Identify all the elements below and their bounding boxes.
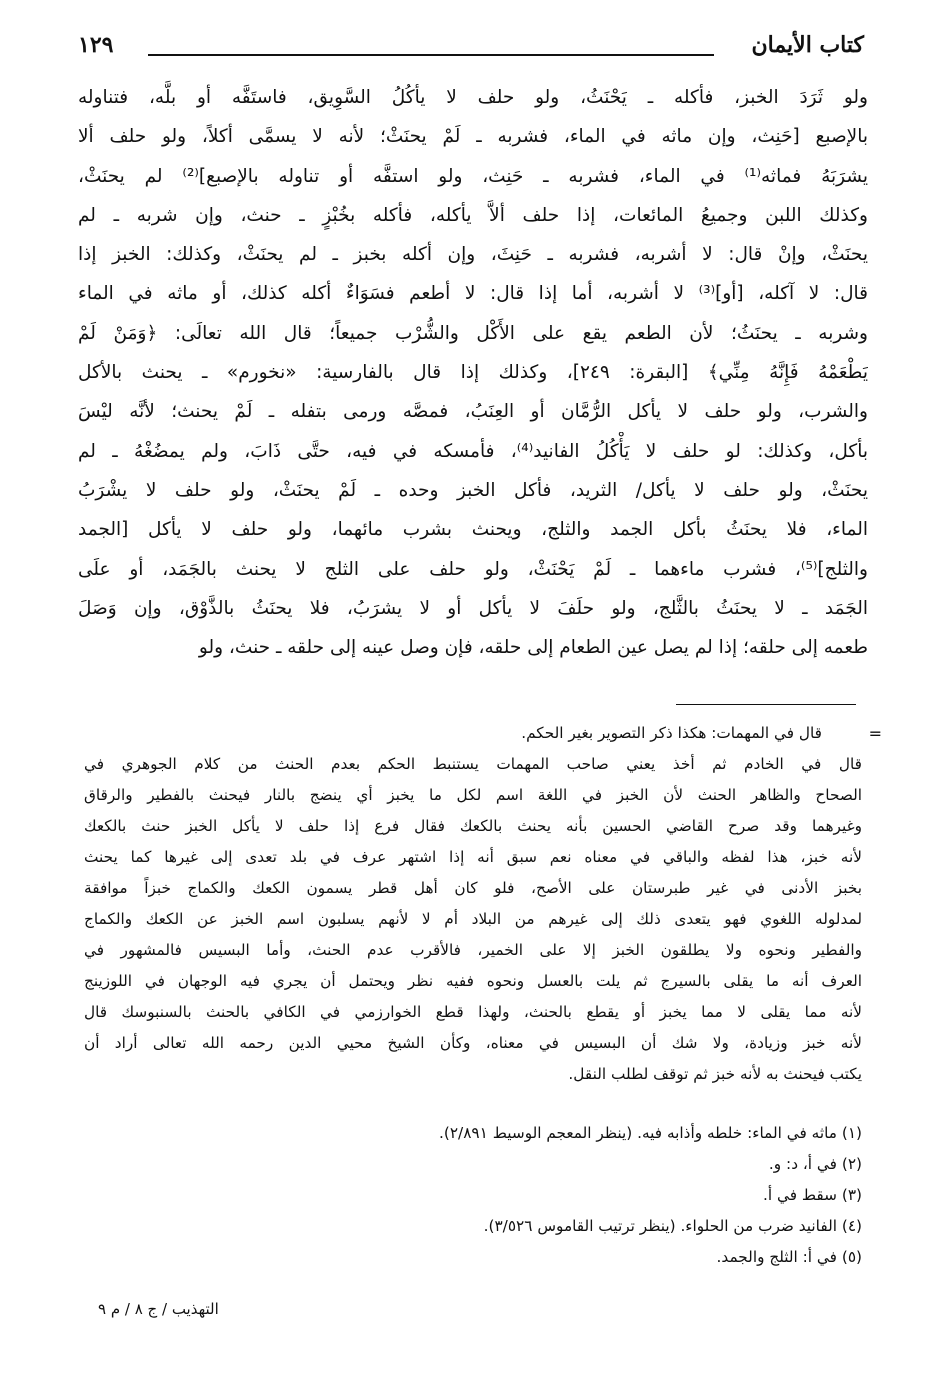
note-3: (٣) سقط في أ. [763,1186,862,1204]
page-header [78,30,864,66]
footnote-line: لأنه مما يقلى لا مما يخبز أو يقطع بالحنث، ولهذا قطع الخوارزمي في الكافي بالحنث بالسنبوسك قال [84,1003,862,1021]
footnote-line: لأنه خبز وزيادة، ولا شك أن البسيس في معناه، وكأن الشيخ محيي الدين رحمه الله تعالى أراد أن [84,1034,862,1052]
footnote-line: قال في الخادم ثم أخذ يعني صاحب المهمات يستنبط الحكم بعدم الحنث من كلام الجوهري في [84,755,862,773]
text-line: قال: لا آكله، [أو]⁽³⁾ لا أشربه، أما إذا قال: لا أطعم فسَوَاءٌ أكله كذلك، أو ماثه في الماء [78,283,868,305]
note-4: (٤) الفانيد ضرب من الحلواء. (ينظر ترتيب القاموس ٣/٥٢٦). [483,1217,862,1235]
note-1: (١) ماثه في الماء: خلطه وأذابه فيه. (ينظر المعجم الوسيط ٢/٨٩١). [439,1124,862,1142]
text-line: يحنَثْ، وإنْ قال: لا أشربه، فشربه ـ حَنِثَ، وإن أكله بخبز ـ لم يحنَثْ، وكذلك: الخبز إذا [78,244,868,266]
footnote-line: والفطير ونحوه ولا يطلقون الخبز إلا على الخمير، فالأقرب عدم الحنث، وأما البسيس فالمشهور في [84,941,862,959]
text-line: الجَمَد ـ لا يحنَثُ بالثَّلج، ولو حلَفَ لا يأكل أو لا يشرَبُ، فلا يحنَثُ بالذَّوْق، وإن وَصَلَ [78,597,868,619]
text-line: بأكل، وكذلك: لو حلف لا يَأْكُلُ الفانيد⁽⁴⁾، فأمسكه في فيه، حتَّى ذَابَ، ولم يمضُغْهُ ـ لم [78,440,868,462]
text-line: يحنَثْ، ولو حلف لا يأكل/ الثريد، فأكل الخبز وحده ـ لَمْ يحنَثْ، ولو حلف لا يشْرَبُ [78,479,868,501]
text-line: بالإصبع [حَنِث، وإن ماثه في الماء، فشربه ـ لَمْ يحنَثْ؛ لأنه لا يسمَّى أكلاً، ولو حلف ألا [78,126,868,148]
main-text [78,78,868,667]
continuation-mark: = [868,724,882,743]
footnote-line: الصحاح والظاهر الحنث لأن الخبز في اللغة اسم لكل ما يخبز أي ينضج بالنار فيحنث بالفطير والرقاق [84,786,862,804]
header-rule [148,54,714,56]
text-line: ولو ثَرَدَ الخبز، فأكله ـ يَحْنَثُ، ولو حلف لا يأكُلُ السَّوِيق، فاستَفَّه أو بلَّه، فتناوله [78,87,868,108]
footnote-line: يكتب فيحنث به لأنه خبز ثم توقف لطلب النقل. [568,1065,862,1083]
footnote-line: قال في المهمات: هكذا ذكر التصوير بغير الحكم. [521,724,822,742]
footnote-line: وغيرهما وقد صرح القاضي الحسين بأنه يحنث بالكعك فقال فرع إذا حلف لا يأكل الخبز حنث بالكعك [84,817,862,835]
footnote-line: بخبز الأدنى في غير طبرستان على الأصح، فلو كان أهل قطر يسمون الكعك والكماج خبزاً موافقة [84,879,862,897]
text-line: الماء، فلا يحنَثُ بأكل الجمد والثلج، ويحنث بشرب مائهما، ولو حلف لا يأكل [الجمد [78,519,868,541]
page-number: ١٢٩ [78,32,114,58]
footnote-line: لأنه خبز، هذا لفظه والباقي في معناه نعم سبق أنه إذا اشتهر عرف في بلد تعدى إلى غيرها كما يحنث [84,848,862,866]
note-5: (٥) في أ: الثلج والجمد. [716,1248,862,1266]
text-line: والثلج]⁽⁵⁾، فشرب ماءهما ـ لَمْ يَحْنَثْ، ولو حلف على الثلج لا يحنث بالجَمَد، أو علَى [78,558,868,580]
text-line: يشرَبَهُ فماثه⁽¹⁾ في الماء، فشربه ـ حَنِث، ولو استفَّه أو تناوله بالإصبع]⁽²⁾ لم يحنَثْ، [78,165,868,187]
footnote-line: لمدلوله اللغوي فهو يتعدى ذلك إلى غيرهم من البلاد أم لا لأنهم يسلبون اسم الخبز عن الكعك والكماج [84,910,862,928]
text-line: وكذلك اللبن وجميعُ المائعات، إذا حلف ألاَّ يأكله، فأكله بخُبْزٍ ـ حنث، وإن شربه ـ لم [78,204,868,226]
text-line: يَطْعَمْهُ فَإِنَّهُ مِنِّي﴾ [البقرة: ٢٤٩]، وكذلك إذا قال بالفارسية: «نخورم» ـ يحنث بالأكل [78,362,868,384]
footnote-line: العرف أنه ما يقلى بالسيرج ثم يلت بالعسل ونحوه ففيه نظر ويحتمل أن يجري فيه الوجهان في اللوزينج [84,972,862,990]
signature-mark: التهذيب / ج ٨ / م ٩ [98,1300,219,1318]
text-line: وشربه ـ يحنَثُ؛ لأن الطعم يقع على الأَكْل والشُّرْب جميعاً؛ قال الله تعالَى: ﴿وَمَنْ لَمْ [78,322,868,344]
note-2: (٢) في أ، د: و. [768,1155,862,1173]
numbered-notes [84,1118,862,1273]
chapter-title: كتاب الأيمان [751,32,864,58]
text-line: والشرب، ولو حلف لا يأكل الرُّمَّان أو العِنَبُ، فمصَّه ورمى بتفله ـ لَمْ يحنث؛ لأنَّه ليْسَ [78,401,868,423]
footnote-continuation [84,718,882,1090]
footnote-separator [676,704,856,705]
text-line: طعمه إلى حلقه؛ إذا لم يصل عين الطعام إلى حلقه، فإن وصل عينه إلى حلقه ـ حنث، ولو [198,637,868,659]
